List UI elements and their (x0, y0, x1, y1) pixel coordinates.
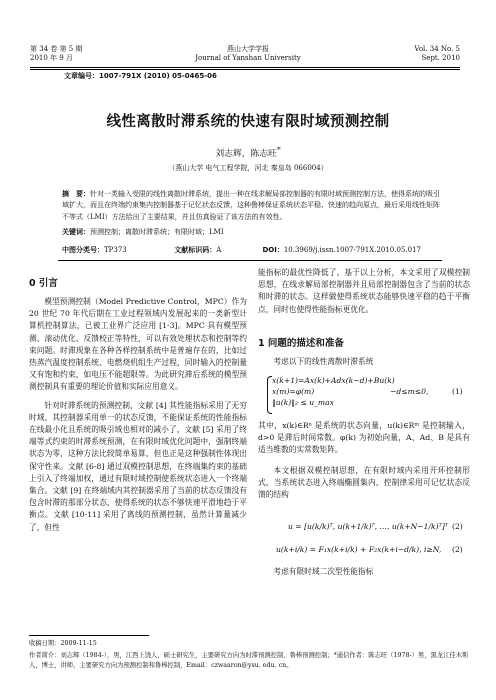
abstract (62, 189, 440, 223)
issue-date-en: Sept. 2010 (421, 54, 460, 62)
intro-paragraph-1: 模型预测控制（Model Predictive Control，MPC）作为 20 世纪 70 年代后期在工业过程领域内发展起来的一类新型计算机控制算法，已被工业界广泛应用 [1-3]。MPC 具有模型预测、滚动优化、反馈校正等特性，可以有效处理状态和控制等约束问题。时滞现象在各种各样控制系统中是普遍存在的，比如过热蒸汽温度控制系统、电燃烧机组生产过程，同时输入的控制量又有饱和约束，如电压不能超限等。为此研究滞后系统的模型预测控制具有重要的理论价值和实际应用意义。 (29, 297, 247, 392)
clc-code: TP373 (104, 246, 127, 254)
where-paragraph: 其中，x(k)∈Rⁿ 是系统的状态向量，u(k)∈Rᵐ 是控制输入，d>0 是滞后时间常数。φ(k) 为初始向量，A、Ad、B 是具有适当维数的实常数矩阵。 (258, 421, 470, 455)
author-bio: 作者简介：刘志辉（1984-），男，江西上饶人，硕士研究生，主要研究方向为时滞预测控制、鲁棒预测控制；*通信作者：陈志旺（1978-）男，黑龙江佳木斯人，博士，讲师，主要研究方向为预测控制和鲁棒控制，Email：czwaaron@ysu. edu. cn。 (29, 652, 469, 669)
keywords (62, 227, 224, 237)
journal-name-cn: 燕山大学学报 (227, 45, 269, 53)
author-names: 刘志辉，陈志旺 (215, 148, 277, 159)
doc-code-label: 文献标识码： (174, 246, 217, 254)
article-number: 文章编号：1007-791X (2010) 05-0465-06 (64, 72, 217, 80)
equation-1-initial: x(m)=φ(m) (272, 387, 315, 396)
system-description (258, 420, 470, 501)
equation-3: u(k+i/k) = F₁x(k+i/k) + F₂x(k+i−d/k), i≥N, (276, 545, 442, 554)
journal-name-en: Journal of Yanshan University (195, 54, 301, 62)
doc-code: A (216, 246, 222, 254)
performance-index-text: 考虑有限时域二次型性能指标 (273, 567, 374, 576)
abstract-rule (58, 260, 442, 261)
equation-1-line-3: ‖u(k)‖₂ ≤ u_max (272, 398, 334, 407)
section-heading-problem: 1 问题的描述和准备 (258, 338, 344, 349)
doi-group (262, 245, 421, 255)
equation-1-number: (1) (452, 387, 463, 396)
performance-index-intro (258, 566, 470, 578)
equation-3-number: (2) (452, 545, 463, 554)
affiliation: （燕山大学 电气工程学院，河北 秦皇岛 066004） (168, 164, 328, 172)
paper-authors (0, 145, 496, 159)
equation-2: u = [u(k/k)ᵀ, u(k+1/k)ᵀ, …, u(k+N−1/k)ᵀ]ᵀ (288, 522, 448, 531)
header-rule-secondary (30, 69, 460, 70)
keywords-text: 预测控制；离散时滞系统；有限时域；LMI (90, 228, 224, 236)
header-rule (30, 67, 460, 68)
doi-value: 10.3969/j.issn.1007-791X.2010.05.017 (283, 246, 421, 254)
intro-paragraph-2: 针对时滞系统的预测控制，文献 [4] 其性能指标采用了无穷时域，其控制器采用单一的状态反馈，不能保证系统的性能指标在线最小化且系统的吸引域也相对的减小了，文献 [5] 采用了终端等式约束的时滞系统预测，在有限时域优化问题中，强制终端状态为零，这种方法比较简单易算，但也正是这种强制性体现出保守性来。文献 [6-8] 通过双模控制思想，在终端集约束的基础上引入了终端加权，通过有限时域控制使系统状态进入一个终端集合。文献 [9] 在终端域内其控制器采用了当前的状态反馈没有包含时滞的那部分状态，使得系统的状态不够快速平滑地趋于平衡点。文献 [10-11] 采用了离线的预测控制，虽然计算量减少了，但性 (29, 400, 247, 532)
corresponding-mark: * (276, 145, 281, 154)
volume-issue-en: Vol. 34 No. 5 (414, 45, 460, 53)
issue-date: 2010 年 9 月 (30, 54, 73, 62)
clc-label: 中图分类号： (62, 246, 104, 254)
received-date: 收稿日期：2009-11-15 (29, 640, 97, 647)
equation-1-range: −d≤m≤0, (390, 387, 429, 396)
volume-issue: 第 34 卷 第 5 期 (30, 45, 83, 53)
classification-line (62, 245, 421, 255)
dual-mode-paragraph: 本文根据双模控制思想，在有限时域内采用开环控制形式，当系统状态进入终端椭圆集内，控制律采用可记忆状态反馈的结构 (258, 465, 470, 500)
doi-label: DOI： (262, 246, 284, 254)
system-intro (258, 356, 470, 368)
doc-group (174, 245, 260, 255)
right-column (258, 267, 470, 316)
footnote-rule (29, 635, 149, 636)
abstract-label: 摘 要： (62, 190, 90, 198)
equation-2-number: (2) (452, 522, 463, 531)
left-column (29, 296, 247, 534)
journal-volume-en (414, 45, 460, 63)
equation-1-line-2 (272, 387, 472, 396)
consider-text: 考虑以下的线性离散时滞系统 (273, 357, 374, 366)
paper-title: 线性离散时滞系统的快速有限时域预测控制 (106, 114, 390, 130)
equation-1-line-1: x(k+1)=Ax(k)+Adx(k−d)+Bu(k) (272, 376, 395, 385)
section-heading-intro: 0 引言 (29, 278, 58, 289)
equation-brace (267, 376, 272, 414)
abstract-text: 针对一类输入受限的线性离散时滞系统，提出一种在线求解局部控制器的有限时域预测控制方法，使得系统的吸引域扩大，而且在终端约束集内控制器基于记忆状态反馈，这种鲁棒保证系统状态平稳、快速的趋向原点，最后采用线性矩阵不等式（LMI）方法给出了主要结果，并且仿真验证了该方法的有效性。 (62, 190, 440, 221)
intro-paragraph-cont: 能指标的最优性降低了。基于以上分析，本文采用了双模控制思想，在线求解局部控制器并且局部控制器包含了当前的状态和时滞的状态。这样做使得系统状态能够快速平稳的趋于平衡点，同时也使得性能指标更优化。 (258, 268, 470, 314)
equation-1 (272, 376, 472, 414)
keywords-label: 关键词： (62, 228, 90, 236)
clc-group (62, 245, 172, 255)
